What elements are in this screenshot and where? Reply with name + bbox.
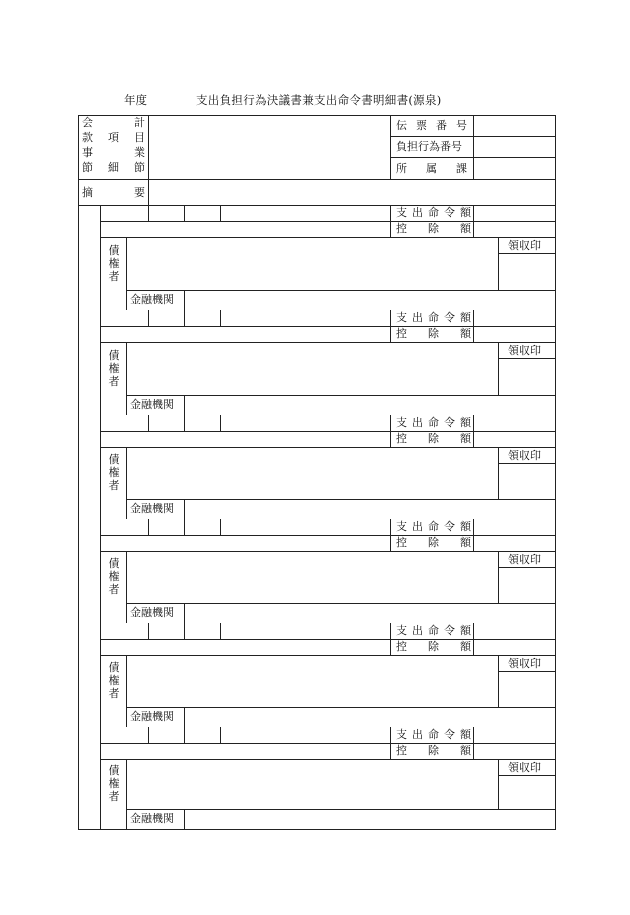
deduction-label-char: 除 [428,222,439,235]
receipt-seal-divider [498,759,499,809]
amount-label-char: 額 [460,624,471,637]
code-cell-divider [184,310,185,326]
creditor-label-char: 権 [108,570,120,583]
label-jigyou-2: 業 [134,146,145,159]
creditor-input[interactable] [127,448,497,498]
creditor-input[interactable] [127,552,497,602]
deduction-label-char: 控 [396,744,407,757]
dept-c3: 課 [456,162,467,175]
code-cell-divider [220,310,221,326]
amount-label-char: 令 [444,311,455,324]
creditor-label-char: 権 [108,362,120,375]
creditor-input[interactable] [127,760,497,808]
amount-label-char: 令 [444,728,455,741]
amount-label-char: 支 [396,728,407,741]
deduction-label-char: 除 [428,327,439,340]
amount-label-char: 出 [412,311,423,324]
amount-input[interactable] [474,624,555,639]
label-sai: 細 [108,161,119,174]
code-cell-divider [148,310,149,326]
voucher-no-c4: 号 [456,119,467,132]
amount-label-divider [390,727,391,759]
amount-input[interactable] [474,416,555,431]
receipt-seal-divider [498,447,499,499]
amount-label-char: 出 [412,416,423,429]
code-cell-divider [148,415,149,431]
creditor-label-char: 者 [108,583,120,596]
amount-label-divider [390,205,391,237]
label-setsu-2: 節 [134,161,145,174]
label-moku: 目 [134,131,145,144]
code-cell-divider [148,519,149,535]
receipt-seal-underline [498,463,556,464]
deduction-label-char: 額 [460,536,471,549]
amount-label-char: 令 [444,206,455,219]
deduction-label-char: 除 [428,640,439,653]
deduction-input[interactable] [474,640,555,655]
deduction-label-char: 除 [428,432,439,445]
amount-label-char: 支 [396,624,407,637]
amount-label-char: 額 [460,206,471,219]
voucher-no-c1: 伝 [396,119,407,132]
summary-field[interactable] [149,180,555,205]
code-cell-divider [184,519,185,535]
summary-label-1: 摘 [82,186,93,199]
code-cell-divider [220,727,221,743]
bank-label: 金融機関 [130,710,174,723]
frame-right [555,115,556,830]
amount-label-char: 額 [460,728,471,741]
creditor-label-char: 者 [108,270,120,283]
amount-label-char: 命 [428,624,439,637]
top-value-divider [473,115,474,179]
code-cell-divider [220,415,221,431]
deduction-input[interactable] [474,744,555,759]
top-right-row1 [390,136,556,137]
amount-label-divider [390,623,391,655]
amount-label-char: 命 [428,206,439,219]
voucher-no-c2: 票 [416,119,427,132]
amount-label-char: 命 [428,416,439,429]
code-cell-divider [220,519,221,535]
amount-label-char: 出 [412,206,423,219]
creditor-label-char: 者 [108,479,120,492]
amount-label-char: 額 [460,416,471,429]
amount-label-char: 命 [428,520,439,533]
bank-input[interactable] [185,500,555,518]
bank-input[interactable] [185,810,555,828]
fiscal-year-label: 年度 [124,93,147,107]
creditor-label-char: 債 [108,244,120,257]
deduction-label-char: 額 [460,744,471,757]
form-title: 支出負担行為決議書兼支出命令書明細書(源泉) [196,93,442,107]
deduction-label-char: 除 [428,744,439,757]
amount-label-char: 支 [396,206,407,219]
creditor-label-char: 債 [108,764,120,777]
amount-input[interactable] [474,311,555,326]
deduction-label-char: 控 [396,222,407,235]
amount-label-divider [390,310,391,342]
code-cell-divider [148,623,149,639]
deduction-label-char: 控 [396,536,407,549]
amount-label-divider [390,415,391,447]
bank-label: 金融機関 [130,502,174,515]
bank-input[interactable] [185,604,555,622]
creditor-label-char: 権 [108,777,120,790]
receipt-seal-label: 領収印 [508,449,541,462]
expenditure-form [78,115,556,830]
amount-label-char: 出 [412,728,423,741]
code-cell-divider [220,623,221,639]
creditor-label-char: 者 [108,687,120,700]
amount-label-divider [390,519,391,551]
amount-label-char: 令 [444,520,455,533]
amount-label-char: 出 [412,520,423,533]
creditor-input[interactable] [127,343,497,394]
receipt-seal-label: 領収印 [508,657,541,670]
code-cell-divider [184,205,185,221]
deduction-label-char: 控 [396,640,407,653]
receipt-seal-divider [498,655,499,707]
bank-input[interactable] [185,291,555,309]
bank-label: 金融機関 [130,812,174,825]
obligation-number-label: 負担行為番号 [396,140,462,153]
deduction-label-char: 額 [460,640,471,653]
receipt-seal-underline [498,358,556,359]
top-right-divider [390,115,391,179]
deduction-input[interactable] [474,327,555,342]
code-cell-divider [184,727,185,743]
bank-input[interactable] [185,708,555,726]
amount-label-char: 令 [444,416,455,429]
label-jigyou-1: 事 [82,146,93,159]
deduction-input[interactable] [474,222,555,237]
amount-label-char: 額 [460,311,471,324]
creditor-label-char: 権 [108,466,120,479]
amount-label-char: 命 [428,728,439,741]
code-cell-divider [148,727,149,743]
creditor-label-char: 債 [108,661,120,674]
deduction-label-char: 額 [460,222,471,235]
creditor-input[interactable] [127,238,497,289]
amount-label-char: 出 [412,624,423,637]
frame-top [78,115,556,116]
deduction-label-char: 額 [460,432,471,445]
frame-left [78,115,79,830]
creditor-label-char: 債 [108,557,120,570]
code-cell-divider [184,623,185,639]
voucher-no-c3: 番 [436,119,447,132]
bank-input[interactable] [185,396,555,414]
amount-input[interactable] [474,206,555,221]
creditor-input[interactable] [127,656,497,706]
creditor-label-char: 債 [108,349,120,362]
creditor-label-char: 権 [108,674,120,687]
receipt-seal-underline [498,253,556,254]
receipt-seal-divider [498,342,499,395]
label-setsu: 節 [82,161,93,174]
receipt-seal-underline [498,671,556,672]
code-cell-divider [220,205,221,221]
bank-label: 金融機関 [130,606,174,619]
deduction-input[interactable] [474,536,555,551]
amount-label-char: 額 [460,520,471,533]
deduction-label-char: 額 [460,327,471,340]
receipt-seal-label: 領収印 [508,239,541,252]
top-right-row2 [390,157,556,158]
code-cell-divider [184,415,185,431]
receipt-seal-label: 領収印 [508,344,541,357]
deduction-label-char: 控 [396,432,407,445]
bank-label: 金融機関 [130,293,174,306]
amount-label-char: 命 [428,311,439,324]
amount-label-char: 令 [444,624,455,637]
amount-label-char: 支 [396,520,407,533]
amount-input[interactable] [474,728,555,743]
creditor-label-char: 権 [108,257,120,270]
receipt-seal-divider [498,237,499,290]
creditor-label-char: 債 [108,453,120,466]
label-kaikei-2: 計 [134,116,145,129]
bank-label: 金融機関 [130,398,174,411]
creditor-label-char: 者 [108,375,120,388]
receipt-seal-label: 領収印 [508,553,541,566]
code-cell-divider [148,205,149,221]
amount-input[interactable] [474,520,555,535]
amount-label-char: 支 [396,416,407,429]
receipt-seal-underline [498,775,556,776]
deduction-input[interactable] [474,432,555,447]
deduction-label-char: 控 [396,327,407,340]
label-kou: 項 [108,131,119,144]
label-kaikei-1: 会 [82,116,93,129]
receipt-seal-underline [498,567,556,568]
summary-label-2: 要 [134,186,145,199]
dept-c1: 所 [396,162,407,175]
frame-bottom [78,829,556,830]
creditor-label-char: 者 [108,790,120,803]
deduction-label-char: 除 [428,536,439,549]
dept-c2: 属 [426,162,437,175]
label-kan: 款 [82,131,93,144]
receipt-seal-label: 領収印 [508,761,541,774]
amount-label-char: 支 [396,311,407,324]
receipt-seal-divider [498,551,499,603]
